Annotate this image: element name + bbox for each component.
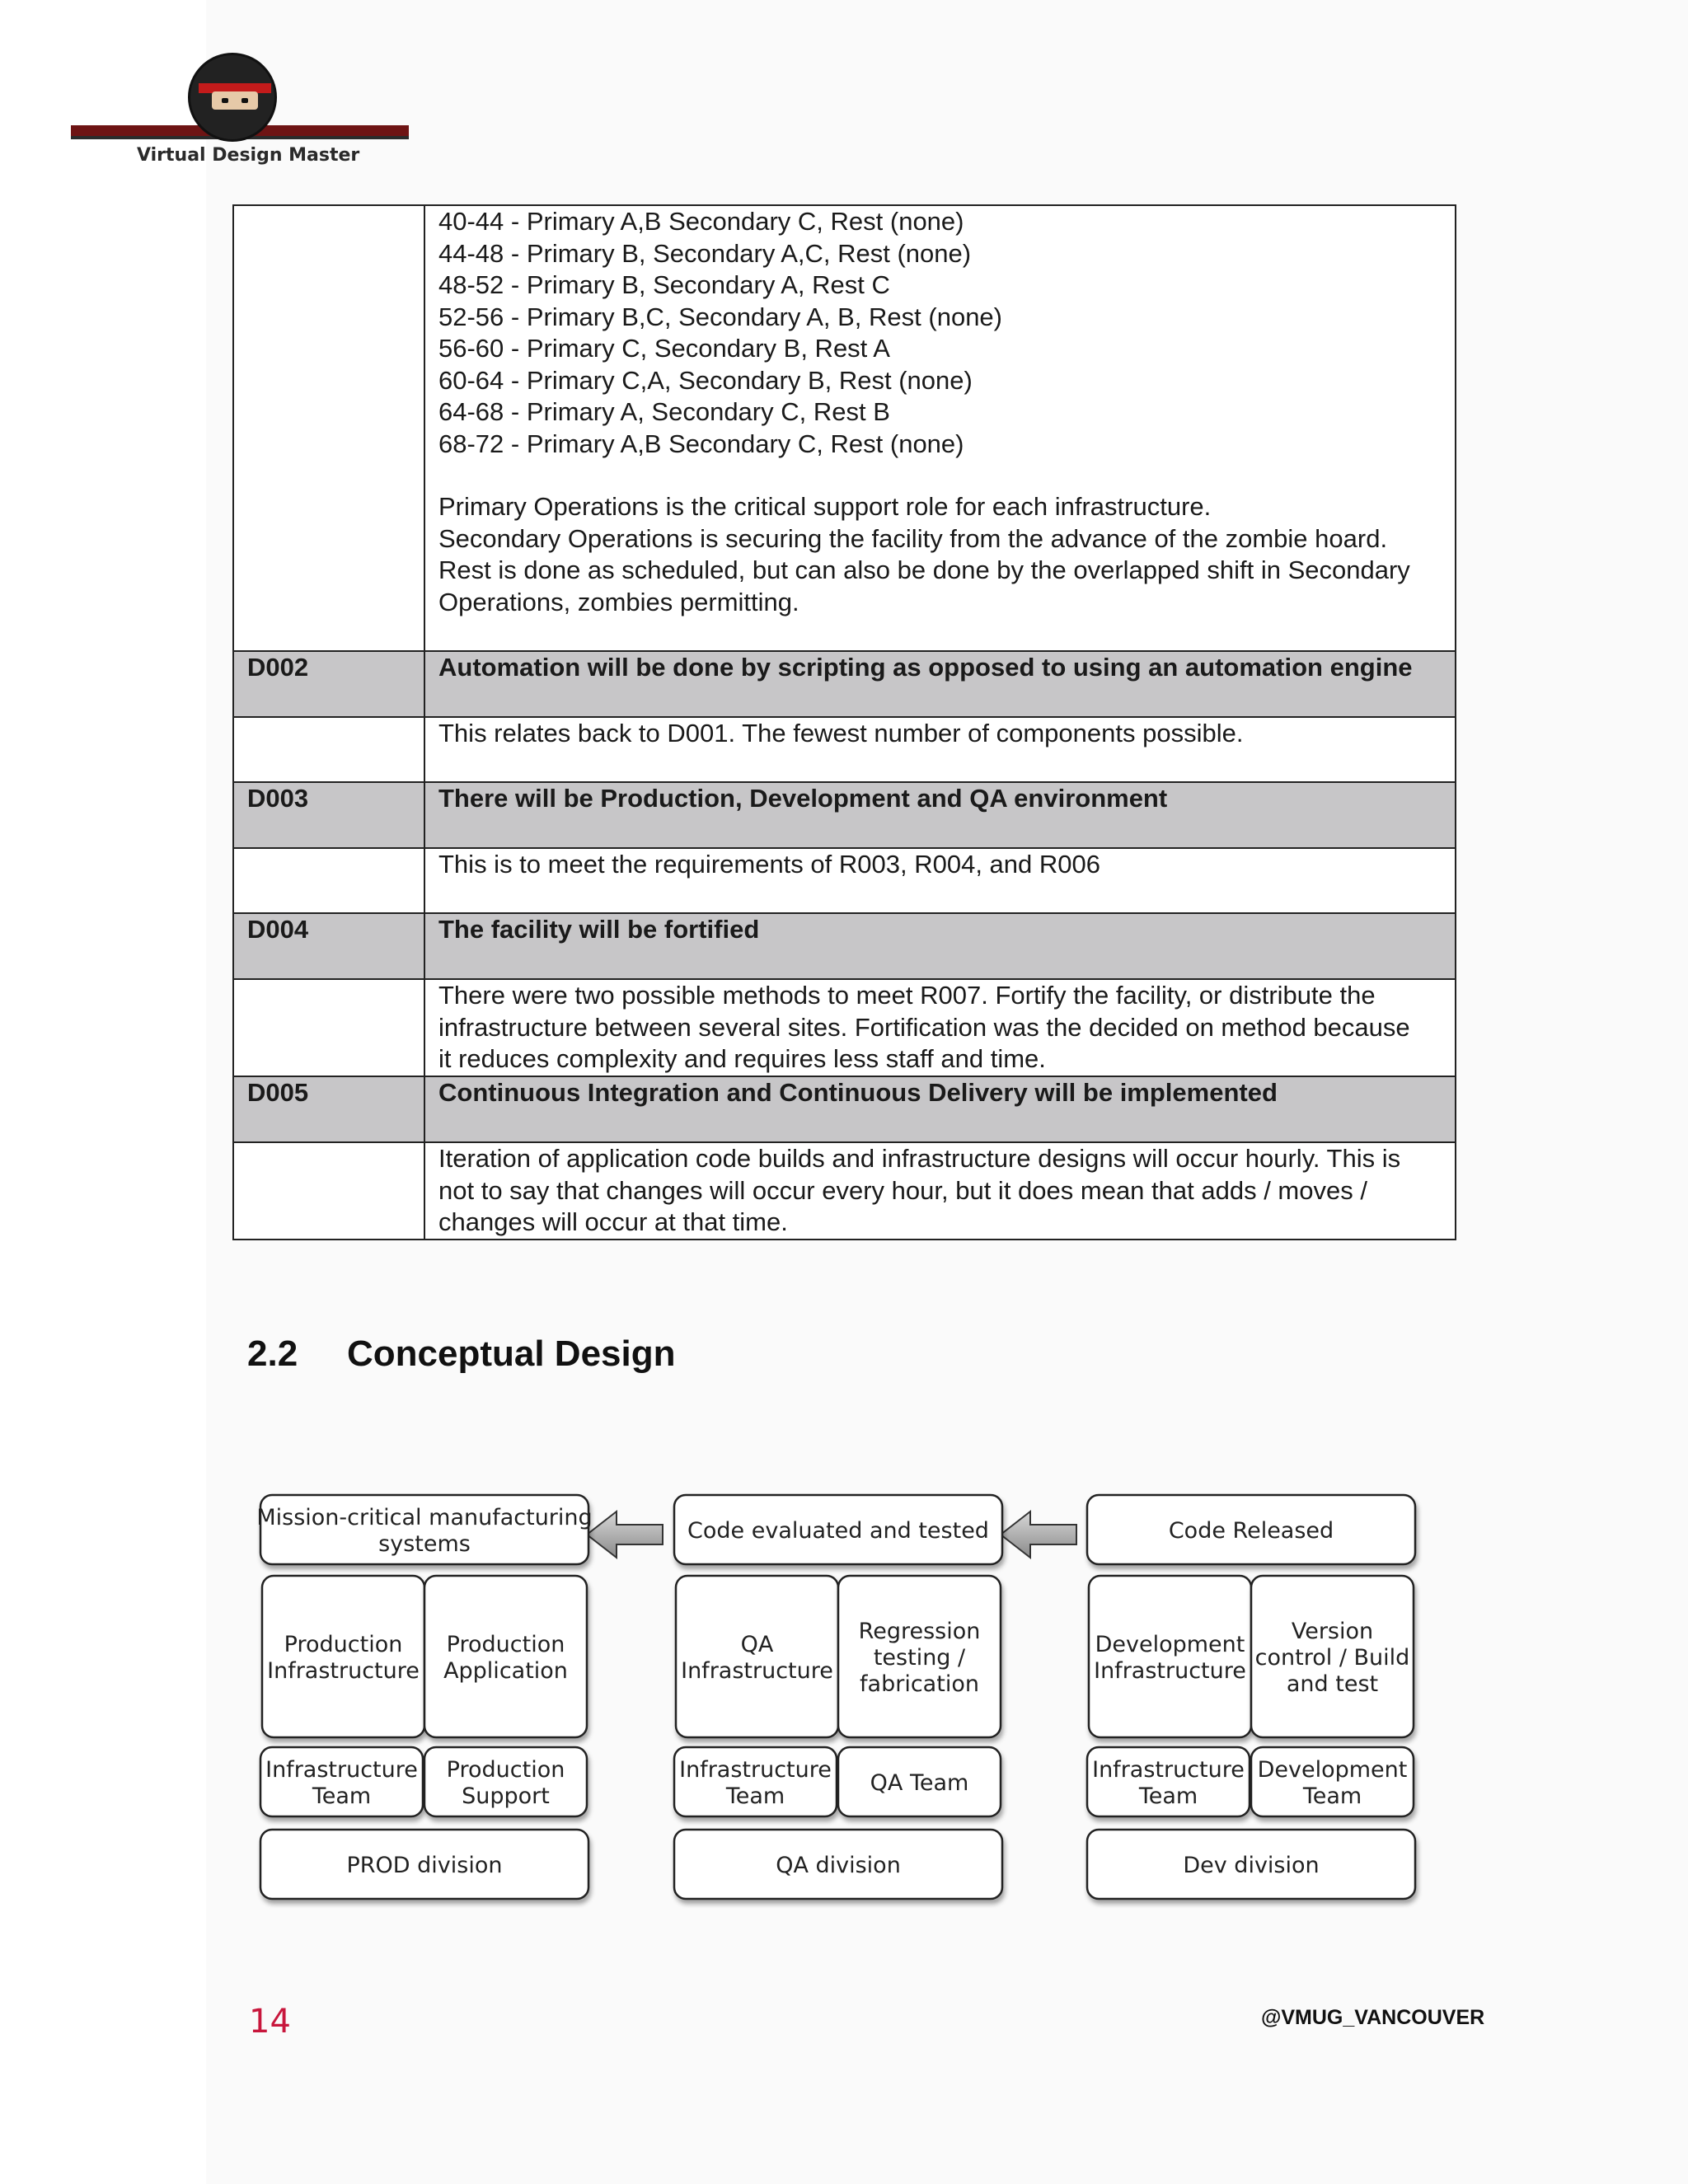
component-box-label: Development	[1095, 1632, 1245, 1657]
division-box	[1087, 1830, 1415, 1899]
component-box-label: Production	[446, 1632, 565, 1657]
notes-line: Operations, zombies permitting.	[438, 587, 799, 616]
conceptual-design-diagram	[247, 1483, 1434, 1929]
decision-detail: There were two possible methods to meet R007. Fortify the facility, or distribute the infrastructure between several sites. Fortification was the decided on method because it reduces complexity and requires less staff and time.	[424, 979, 1456, 1076]
ninja-mascot-icon	[188, 53, 277, 142]
shift-schedule-cell	[424, 205, 1456, 651]
decision-detail: This relates back to D001. The fewest number of components possible.	[424, 717, 1456, 782]
component-box-label: Infrastructure	[267, 1658, 420, 1684]
team-box-label: Team	[725, 1783, 785, 1809]
logo-text: Virtual Design Master	[137, 145, 360, 166]
component-box-label: fabrication	[860, 1671, 979, 1697]
component-box-label: Infrastructure	[1094, 1658, 1246, 1684]
footer-handle: @VMUG_VANCOUVER	[1261, 2006, 1485, 2029]
column-header-box-label: Mission-critical manufacturing	[256, 1505, 593, 1530]
team-box	[424, 1747, 587, 1816]
decision-detail-row	[233, 848, 1456, 913]
component-box-label: Version	[1291, 1619, 1374, 1644]
section-number: 2.2	[247, 1333, 298, 1374]
team-box-label: Team	[1302, 1783, 1362, 1809]
component-box	[1251, 1576, 1414, 1737]
section-heading	[247, 1333, 676, 1375]
decision-title: Continuous Integration and Continuous Delivery will be implemented	[424, 1076, 1456, 1142]
team-box-label: Infrastructure	[1092, 1757, 1245, 1783]
page-number: 14	[249, 2003, 291, 2041]
component-box-label: control / Build	[1254, 1645, 1410, 1671]
notes-line: Secondary Operations is securing the facility from the advance of the zombie hoard.	[438, 523, 1388, 553]
team-box	[1251, 1747, 1414, 1816]
schedule-line: 68-72 - Primary A,B Secondary C, Rest (none)	[438, 429, 964, 458]
column-header-box-label: Code evaluated and tested	[687, 1518, 989, 1544]
schedule-line: 56-60 - Primary C, Secondary B, Rest A	[438, 334, 890, 363]
decision-title: The facility will be fortified	[424, 913, 1456, 979]
component-box-label: Production	[284, 1632, 403, 1657]
decision-detail-row	[233, 717, 1456, 782]
team-box-label: Team	[312, 1783, 372, 1809]
decision-id: D003	[233, 782, 424, 848]
decision-title: Automation will be done by scripting as opposed to using an automation engine	[424, 651, 1456, 717]
schedule-line: 40-44 - Primary A,B Secondary C, Rest (none)	[438, 207, 964, 236]
team-box-label: Development	[1257, 1757, 1408, 1783]
division-box-label: QA division	[776, 1853, 901, 1878]
column-header-box	[256, 1495, 592, 1564]
component-box	[676, 1576, 838, 1737]
component-box	[838, 1576, 1001, 1737]
component-box-label: Application	[443, 1658, 568, 1684]
schedule-line: 60-64 - Primary C,A, Secondary B, Rest (none)	[438, 365, 973, 395]
section-title: Conceptual Design	[347, 1333, 676, 1374]
column-header-box	[674, 1495, 1002, 1564]
team-box-label: Infrastructure	[679, 1757, 832, 1783]
team-box-label: Infrastructure	[265, 1757, 418, 1783]
schedule-line: 64-68 - Primary A, Secondary C, Rest B	[438, 397, 890, 426]
virtual-design-master-logo	[71, 51, 409, 175]
decision-detail: Iteration of application code builds and infrastructure designs will occur hourly. This is not to say that changes will occur every hour, but it does mean that adds / moves / changes will occur at that time.	[424, 1142, 1456, 1240]
division-box	[674, 1830, 1002, 1899]
team-box-label: Support	[462, 1783, 550, 1809]
team-box-label: Production	[446, 1757, 565, 1783]
decision-header-row	[233, 651, 1456, 717]
schedule-line: 48-52 - Primary B, Secondary A, Rest C	[438, 270, 890, 299]
table-row	[233, 205, 1456, 651]
team-box	[260, 1747, 423, 1816]
division-box-label: Dev division	[1183, 1853, 1320, 1878]
component-box-label: QA	[740, 1632, 774, 1657]
component-box-label: testing /	[873, 1645, 966, 1671]
decision-id: D005	[233, 1076, 424, 1142]
column-header-box-label: Code Released	[1168, 1518, 1334, 1544]
column-header-box	[1087, 1495, 1415, 1564]
team-box-label: Team	[1138, 1783, 1198, 1809]
decision-id: D002	[233, 651, 424, 717]
team-box	[674, 1747, 837, 1816]
decision-title: There will be Production, Development and QA environment	[424, 782, 1456, 848]
decision-detail-row	[233, 979, 1456, 1076]
component-box	[262, 1576, 424, 1737]
table-cell-id	[233, 205, 424, 651]
division-box-label: PROD division	[346, 1853, 503, 1878]
decision-header-row	[233, 782, 1456, 848]
column-header-box-label: systems	[378, 1531, 471, 1557]
schedule-line: 52-56 - Primary B,C, Secondary A, B, Rest (none)	[438, 302, 1002, 331]
notes-line: Rest is done as scheduled, but can also be done by the overlapped shift in Secondary	[438, 555, 1410, 584]
component-box-label: Infrastructure	[681, 1658, 833, 1684]
design-decisions-table	[232, 204, 1456, 1240]
decision-header-row	[233, 913, 1456, 979]
team-box	[838, 1747, 1001, 1816]
component-box-label: and test	[1286, 1671, 1379, 1697]
component-box	[1089, 1576, 1251, 1737]
component-box	[424, 1576, 587, 1737]
component-box-label: Regression	[858, 1619, 981, 1644]
decision-detail-row	[233, 1142, 1456, 1240]
decision-header-row	[233, 1076, 1456, 1142]
team-box	[1087, 1747, 1250, 1816]
flow-arrow-icon	[587, 1511, 663, 1558]
decision-detail: This is to meet the requirements of R003, R004, and R006	[424, 848, 1456, 913]
notes-line: Primary Operations is the critical support role for each infrastructure.	[438, 492, 1212, 521]
schedule-line: 44-48 - Primary B, Secondary A,C, Rest (none)	[438, 238, 972, 268]
team-box-label: QA Team	[870, 1770, 969, 1796]
flow-arrow-icon	[1001, 1511, 1076, 1558]
division-box	[260, 1830, 588, 1899]
decision-id: D004	[233, 913, 424, 979]
